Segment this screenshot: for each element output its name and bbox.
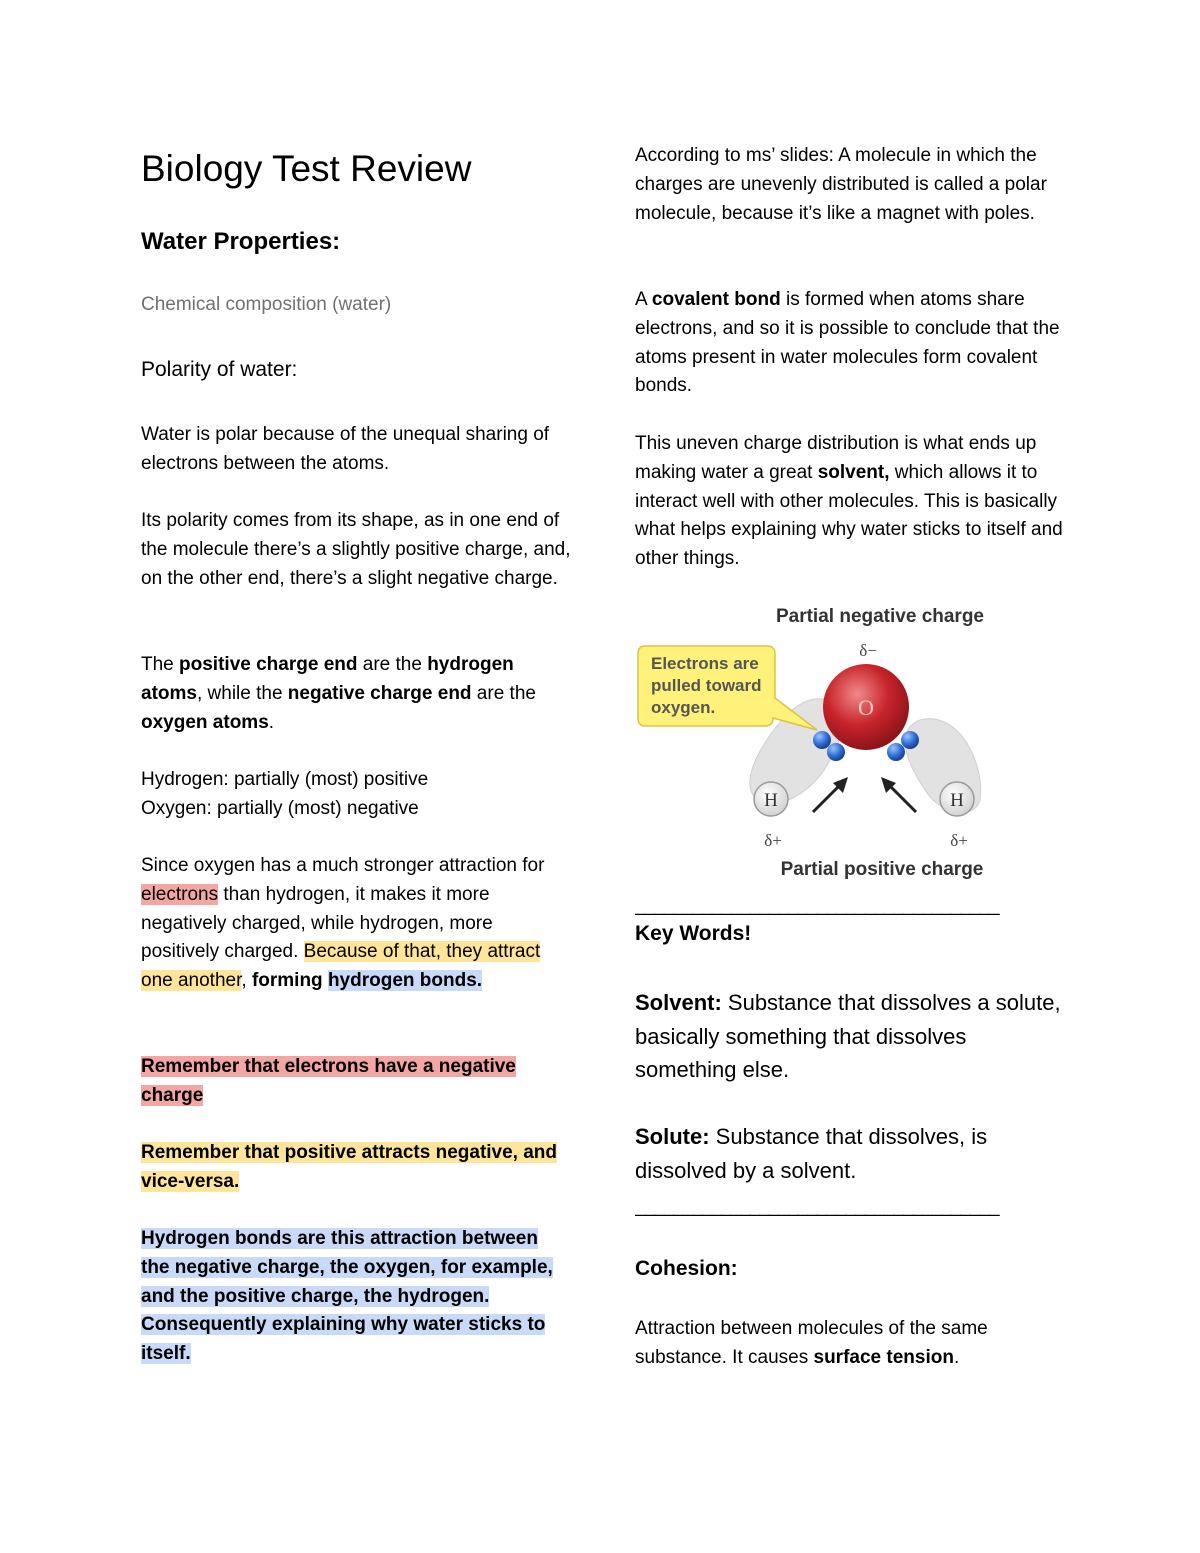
delta-positive-left: δ+ [764,831,782,850]
callout-line-3: oxygen. [651,698,716,717]
callout-line-2: pulled toward [651,676,762,695]
definition-solute: Solute: Substance that dissolves, is dissolved by a solvent. [635,1124,988,1183]
diagram-top-label: Partial negative charge [775,606,985,627]
highlight-electrons: electrons [141,883,219,905]
divider-rule-1: ______________________________________ [635,895,999,916]
paragraph-oxygen-attraction: Since oxygen has a much stronger attraction for electrons than hydrogen, it makes it more negatively charged, while hydrogen, more positively charged. Because of that, they attract one another, forming hydrogen bonds. [141,855,545,992]
chemical-composition-subheading: Chemical composition (water) [141,294,392,315]
polarity-heading: Polarity of water: [141,358,298,381]
note-hydrogen-bonds: Hydrogen bonds are this attraction between the negative charge, the oxygen, for example, and the positive charge, the hydrogen. Consequently explaining why water sticks to itself. [141,1228,553,1365]
callout-line-1: Electrons are [651,654,759,673]
paragraph-charge-ends: The positive charge end are the hydrogen atoms, while the negative charge end are the oxygen atoms. [141,654,536,733]
paragraph-covalent-bond: A covalent bond is formed when atoms share electrons, and so it is possible to conclude that the atoms present in water molecules form covalent bonds. [635,289,1060,397]
key-words-heading: Key Words! [635,922,752,945]
hydrogen-right-label: H [950,790,964,811]
oxygen-label: O [858,695,874,720]
paragraph-polarity-shape: Its polarity comes from its shape, as in one end of the molecule there’s a slightly positive charge, and, on the other end, there’s a slight negative charge. [141,510,571,589]
diagram-bottom-label: Partial positive charge [780,859,984,880]
electron-icon [887,743,905,761]
hydrogen-left-label: H [764,790,778,811]
highlight-attract: Because of that, they attract one another [141,941,541,992]
electron-icon [813,731,831,749]
highlight-hydrogen-bonds: hydrogen bonds. [327,970,483,992]
paragraph-polar-molecule: According to ms’ slides: A molecule in which the charges are unevenly distributed is called a polar molecule, because it’s like a magnet with poles. [635,145,1047,224]
cohesion-heading: Cohesion: [635,1257,738,1280]
paragraph-partial-charges: Hydrogen: partially (most) positive Oxygen: partially (most) negative [141,769,429,819]
page-title: Biology Test Review [141,148,472,189]
water-polarity-diagram [635,600,1015,885]
divider-rule-2: ______________________________________ [635,1196,999,1217]
section-heading: Water Properties: [141,228,341,255]
electron-icon [901,731,919,749]
paragraph-cohesion: Attraction between molecules of the same substance. It causes surface tension. [635,1318,988,1368]
delta-positive-right: δ+ [950,831,968,850]
paragraph-solvent: This uneven charge distribution is what ends up making water a great solvent, which allows it to interact well with other molecules. This is basically what helps explaining why water sticks to itself and other things. [635,433,1063,570]
note-electrons-negative: Remember that electrons have a negative charge [141,1056,516,1106]
definition-solvent: Solvent: Substance that dissolves a solute, basically something that dissolves something else. [635,990,1061,1082]
delta-negative-label: δ− [859,641,877,660]
electron-icon [827,743,845,761]
paragraph-polarity-reason: Water is polar because of the unequal sharing of electrons between the atoms. [141,424,550,474]
note-positive-attracts-negative: Remember that positive attracts negative, and vice-versa. [141,1142,558,1192]
